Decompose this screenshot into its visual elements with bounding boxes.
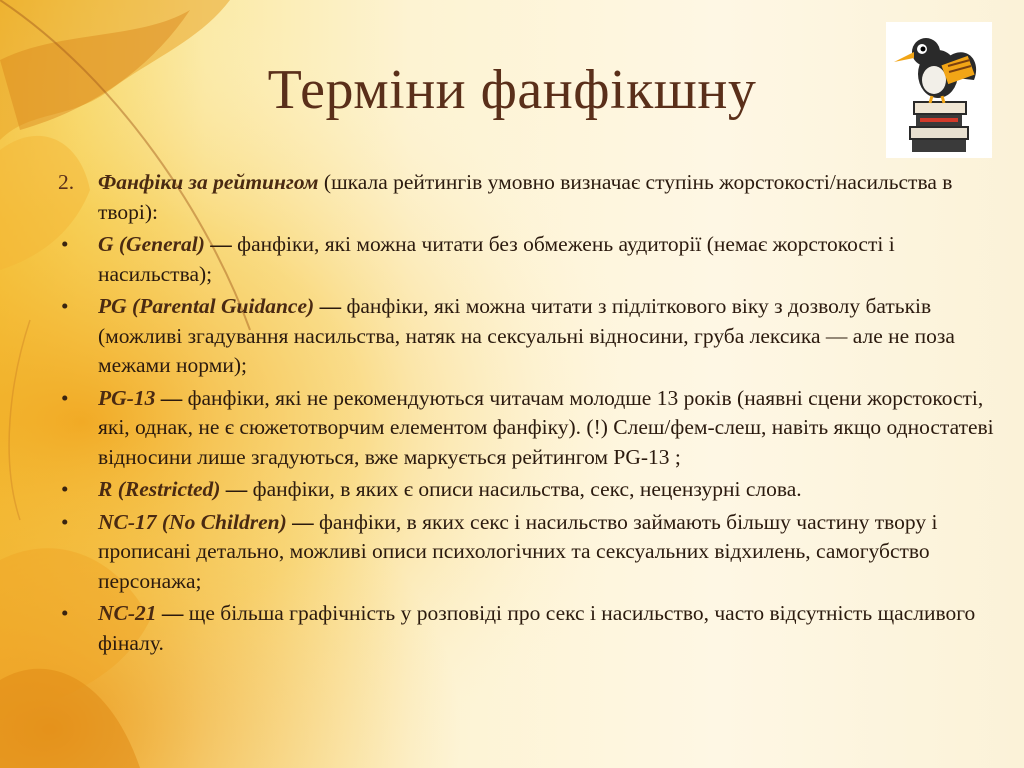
crow-on-books-icon [886,22,992,158]
term-dash: — [220,477,253,501]
bullet-icon: • [61,385,69,410]
list-item [58,384,998,473]
term-description: фанфіки, в яких секс і насильство займають більшу частину твору і прописані детально, можливі описи психологічних та сексуальних відхилень, самогубство персонажа; [98,509,938,593]
term-description: фанфіки, які можна читати з підліткового віку з дозволу батьків (можливі згадування насильства, натяк на сексуальні відносини, груба лексика — але не поза межами норми); [98,294,955,377]
term-dash: — [156,601,189,625]
term-description: фанфіки, які не рекомендуються читачам молодше 13 років (наявні сцени жорстокості, які, однак, не є сюжетотворчим елементом фанфіку). (!) Слеш/фем-слеш, навіть якщо одностатеві відносини лише згадуються, вже маркується рейтингом PG-13 ; [98,385,994,469]
term-description: фанфіки, які можна читати без обмежень аудиторії (немає жорстокості і насильства); [98,232,895,286]
bullet-list [58,168,998,661]
term-label: G (General) [98,232,205,256]
bullet-icon: • [61,232,69,256]
list-item [58,292,998,381]
list-item [58,230,998,289]
bullet-icon: • [61,601,69,625]
term-label: Фанфіки за рейтингом [98,170,319,194]
bullet-icon: • [61,477,69,501]
term-label: PG (Parental Guidance) [98,294,315,318]
term-dash: — [286,509,319,534]
list-number: 2. [58,170,75,194]
term-label: R (Restricted) [98,477,221,501]
term-dash: — [155,385,188,410]
slide-title: Терміни фанфікшну [267,59,757,121]
term-description: (шкала рейтингів умовно визначає ступінь жорстокості/насильства в творі): [98,170,953,224]
term-dash: — [204,232,238,256]
list-item [58,168,998,227]
term-description: ще більша графічність у розповіді про секс і насильство, часто відсутність щасливого фіналу. [98,601,976,655]
bullet-icon: • [61,294,69,318]
term-dash: — [314,294,347,318]
list-item [58,475,998,505]
term-label: NC-21 [98,601,157,625]
term-description: фанфіки, в яких є описи насильства, секс, нецензурні слова. [252,477,802,501]
bullet-icon: • [61,509,69,534]
term-label: PG-13 [98,385,156,410]
term-label: NC-17 (No Children) [98,509,287,534]
list-item [58,599,998,658]
list-item [58,508,998,597]
